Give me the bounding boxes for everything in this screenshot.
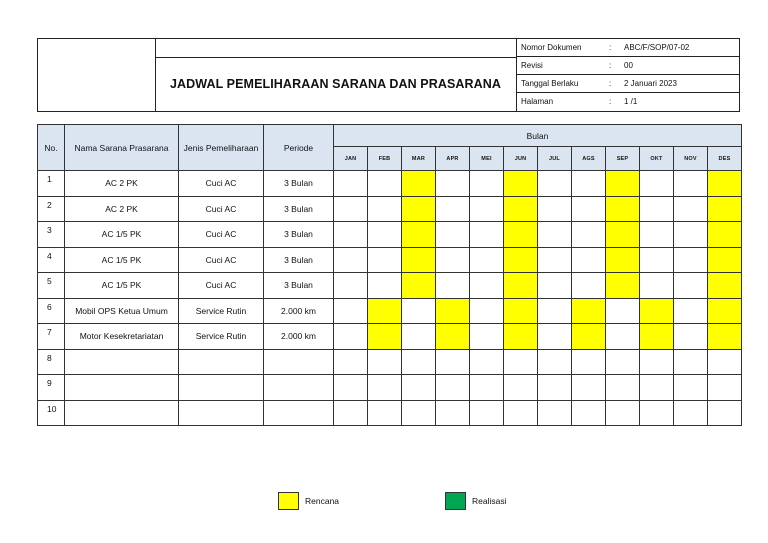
schedule-cell: [504, 349, 538, 375]
meta-colon: :: [609, 79, 612, 88]
document-meta: [516, 39, 739, 111]
schedule-cell: [470, 400, 504, 426]
schedule-cell: [470, 171, 504, 197]
row-periode: [264, 349, 334, 375]
schedule-cell: [368, 196, 402, 222]
table-row: [38, 324, 742, 350]
table-row: [38, 171, 742, 197]
schedule-cell: [470, 247, 504, 273]
legend-swatch-rencana: [278, 492, 299, 510]
schedule-cell: [368, 273, 402, 299]
schedule-cell-planned: [708, 324, 742, 350]
schedule-cell: [334, 222, 368, 248]
row-jenis: Service Rutin: [179, 298, 264, 324]
schedule-cell: [572, 222, 606, 248]
schedule-table: [37, 124, 742, 426]
schedule-cell-planned: [504, 171, 538, 197]
schedule-cell: [334, 349, 368, 375]
row-periode: 2.000 km: [264, 298, 334, 324]
schedule-cell: [470, 298, 504, 324]
legend-label: Realisasi: [472, 496, 507, 506]
title-area: [155, 39, 517, 111]
header-bulan: Bulan: [334, 125, 742, 147]
schedule-cell-planned: [504, 298, 538, 324]
row-name: [65, 375, 179, 401]
schedule-cell: [572, 400, 606, 426]
row-periode: 3 Bulan: [264, 171, 334, 197]
month-header: SEP: [606, 147, 640, 171]
schedule-cell: [334, 196, 368, 222]
row-name: AC 1/5 PK: [65, 222, 179, 248]
schedule-cell: [572, 375, 606, 401]
row-periode: 3 Bulan: [264, 196, 334, 222]
schedule-cell: [402, 400, 436, 426]
schedule-cell: [640, 222, 674, 248]
meta-row-nomor: [516, 39, 739, 57]
schedule-cell: [674, 196, 708, 222]
schedule-cell: [368, 171, 402, 197]
schedule-body: [38, 171, 742, 426]
row-jenis: Cuci AC: [179, 171, 264, 197]
schedule-cell-planned: [504, 222, 538, 248]
schedule-cell-planned: [572, 298, 606, 324]
schedule-cell: [674, 400, 708, 426]
schedule-cell-planned: [640, 298, 674, 324]
schedule-cell-planned: [606, 273, 640, 299]
schedule-cell-planned: [402, 196, 436, 222]
table-row: [38, 273, 742, 299]
schedule-cell: [538, 349, 572, 375]
schedule-cell: [470, 196, 504, 222]
row-jenis: Service Rutin: [179, 324, 264, 350]
schedule-cell: [504, 375, 538, 401]
schedule-cell: [368, 247, 402, 273]
legend-label: Rencana: [305, 496, 340, 506]
table-row: [38, 196, 742, 222]
schedule-cell: [640, 273, 674, 299]
schedule-cell: [708, 400, 742, 426]
row-name: [65, 349, 179, 375]
schedule-cell: [470, 324, 504, 350]
logo-area: [38, 39, 156, 111]
schedule-cell-planned: [402, 222, 436, 248]
schedule-cell-planned: [436, 298, 470, 324]
header-periode: Periode: [264, 125, 334, 171]
month-header: AGS: [572, 147, 606, 171]
schedule-cell: [640, 196, 674, 222]
meta-colon: :: [609, 97, 612, 106]
header-name: Nama Sarana Prasarana: [65, 125, 179, 171]
row-name: AC 2 PK: [65, 171, 179, 197]
month-header: MEI: [470, 147, 504, 171]
month-header: JAN: [334, 147, 368, 171]
schedule-cell: [606, 349, 640, 375]
legend-realisasi: [445, 492, 507, 510]
schedule-cell: [436, 222, 470, 248]
table-row: [38, 298, 742, 324]
schedule-cell-planned: [606, 171, 640, 197]
schedule-cell: [572, 247, 606, 273]
row-jenis: [179, 375, 264, 401]
header-jenis: Jenis Pemeliharaan: [179, 125, 264, 171]
month-header: JUL: [538, 147, 572, 171]
schedule-cell: [538, 247, 572, 273]
schedule-cell: [368, 375, 402, 401]
schedule-cell-planned: [708, 222, 742, 248]
row-jenis: Cuci AC: [179, 247, 264, 273]
schedule-cell-planned: [708, 171, 742, 197]
schedule-cell: [334, 247, 368, 273]
schedule-cell: [436, 171, 470, 197]
row-number: 4: [38, 247, 65, 273]
row-number: 1: [38, 171, 65, 197]
schedule-cell: [538, 298, 572, 324]
schedule-cell: [368, 349, 402, 375]
month-header: DES: [708, 147, 742, 171]
schedule-cell: [334, 375, 368, 401]
schedule-cell-planned: [368, 324, 402, 350]
schedule-cell: [674, 171, 708, 197]
schedule-cell: [606, 298, 640, 324]
legend-rencana: [278, 492, 339, 510]
row-jenis: Cuci AC: [179, 196, 264, 222]
schedule-cell: [572, 273, 606, 299]
schedule-cell-planned: [572, 324, 606, 350]
schedule-cell: [436, 247, 470, 273]
meta-label: Nomor Dokumen: [521, 43, 582, 52]
row-jenis: [179, 349, 264, 375]
schedule-cell: [606, 400, 640, 426]
schedule-cell: [640, 171, 674, 197]
schedule-cell-planned: [640, 324, 674, 350]
row-name: Mobil OPS Ketua Umum: [65, 298, 179, 324]
row-periode: 3 Bulan: [264, 247, 334, 273]
schedule-cell-planned: [402, 273, 436, 299]
schedule-cell: [572, 349, 606, 375]
schedule-cell: [470, 349, 504, 375]
schedule-cell: [470, 222, 504, 248]
row-number: 2: [38, 196, 65, 222]
month-header: JUN: [504, 147, 538, 171]
schedule-cell: [572, 171, 606, 197]
row-number: 5: [38, 273, 65, 299]
schedule-cell: [504, 400, 538, 426]
row-periode: 2.000 km: [264, 324, 334, 350]
schedule-cell: [368, 222, 402, 248]
schedule-cell: [538, 273, 572, 299]
schedule-cell: [674, 273, 708, 299]
schedule-cell: [334, 324, 368, 350]
schedule-cell: [674, 349, 708, 375]
row-name: AC 1/5 PK: [65, 247, 179, 273]
document-header: [37, 38, 740, 112]
row-name: Motor Kesekretariatan: [65, 324, 179, 350]
row-name: AC 2 PK: [65, 196, 179, 222]
schedule-cell: [640, 349, 674, 375]
schedule-cell: [640, 247, 674, 273]
title-top-strip: [155, 39, 516, 58]
schedule-cell-planned: [402, 247, 436, 273]
schedule-cell: [334, 400, 368, 426]
row-periode: 3 Bulan: [264, 273, 334, 299]
schedule-cell: [674, 298, 708, 324]
meta-colon: :: [609, 43, 612, 52]
schedule-cell: [436, 375, 470, 401]
schedule-cell: [538, 375, 572, 401]
header-no: No.: [38, 125, 65, 171]
schedule-cell: [436, 273, 470, 299]
schedule-cell-planned: [368, 298, 402, 324]
schedule-cell: [538, 222, 572, 248]
document-title: JADWAL PEMELIHARAAN SARANA DAN PRASARANA: [169, 77, 502, 91]
schedule-cell: [470, 375, 504, 401]
month-header: APR: [436, 147, 470, 171]
row-number: 7: [38, 324, 65, 350]
meta-value: 2 Januari 2023: [624, 79, 677, 88]
schedule-cell: [402, 349, 436, 375]
month-header: NOV: [674, 147, 708, 171]
schedule-cell-planned: [606, 196, 640, 222]
meta-row-halaman: [516, 93, 739, 111]
schedule-cell: [606, 375, 640, 401]
schedule-cell: [402, 298, 436, 324]
table-row: [38, 222, 742, 248]
schedule-cell-planned: [708, 196, 742, 222]
meta-row-revisi: [516, 57, 739, 75]
row-periode: [264, 400, 334, 426]
schedule-cell: [334, 273, 368, 299]
schedule-cell-planned: [606, 247, 640, 273]
row-number: 6: [38, 298, 65, 324]
schedule-cell-planned: [504, 196, 538, 222]
meta-value: 00: [624, 61, 633, 70]
row-number: 3: [38, 222, 65, 248]
schedule-cell-planned: [504, 324, 538, 350]
meta-value: 1 /1: [624, 97, 638, 106]
meta-colon: :: [609, 61, 612, 70]
schedule-cell: [640, 400, 674, 426]
meta-value: ABC/F/SOP/07-02: [624, 43, 690, 52]
schedule-cell: [640, 375, 674, 401]
schedule-cell-planned: [708, 273, 742, 299]
row-number: 10: [38, 400, 65, 426]
schedule-cell-planned: [708, 247, 742, 273]
schedule-cell: [402, 375, 436, 401]
meta-row-tanggal: [516, 75, 739, 93]
schedule-cell: [538, 400, 572, 426]
month-header: OKT: [640, 147, 674, 171]
schedule-cell: [674, 247, 708, 273]
schedule-cell: [674, 324, 708, 350]
row-number: 8: [38, 349, 65, 375]
row-name: [65, 400, 179, 426]
schedule-cell: [436, 349, 470, 375]
schedule-cell: [538, 171, 572, 197]
schedule-cell: [470, 273, 504, 299]
schedule-cell: [538, 324, 572, 350]
schedule-cell-planned: [436, 324, 470, 350]
table-row: [38, 247, 742, 273]
row-jenis: Cuci AC: [179, 273, 264, 299]
row-periode: [264, 375, 334, 401]
schedule-cell-planned: [402, 171, 436, 197]
schedule-cell-planned: [606, 222, 640, 248]
schedule-cell: [572, 196, 606, 222]
schedule-cell: [708, 349, 742, 375]
schedule-cell: [436, 400, 470, 426]
schedule-cell: [334, 298, 368, 324]
row-number: 9: [38, 375, 65, 401]
schedule-cell: [538, 196, 572, 222]
legend-swatch-realisasi: [445, 492, 466, 510]
row-periode: 3 Bulan: [264, 222, 334, 248]
row-name: AC 1/5 PK: [65, 273, 179, 299]
schedule-cell: [708, 375, 742, 401]
schedule-cell: [674, 375, 708, 401]
table-row: [38, 349, 742, 375]
schedule-cell: [368, 400, 402, 426]
schedule-cell-planned: [708, 298, 742, 324]
table-row: [38, 400, 742, 426]
schedule-cell-planned: [504, 247, 538, 273]
schedule-cell: [606, 324, 640, 350]
month-header: FEB: [368, 147, 402, 171]
table-row: [38, 375, 742, 401]
meta-label: Revisi: [521, 61, 543, 70]
schedule-cell: [436, 196, 470, 222]
meta-label: Tanggal Berlaku: [521, 79, 579, 88]
schedule-cell: [402, 324, 436, 350]
meta-label: Halaman: [521, 97, 554, 106]
schedule-cell: [674, 222, 708, 248]
schedule-cell-planned: [504, 273, 538, 299]
row-jenis: Cuci AC: [179, 222, 264, 248]
month-header: MAR: [402, 147, 436, 171]
schedule-cell: [334, 171, 368, 197]
row-jenis: [179, 400, 264, 426]
